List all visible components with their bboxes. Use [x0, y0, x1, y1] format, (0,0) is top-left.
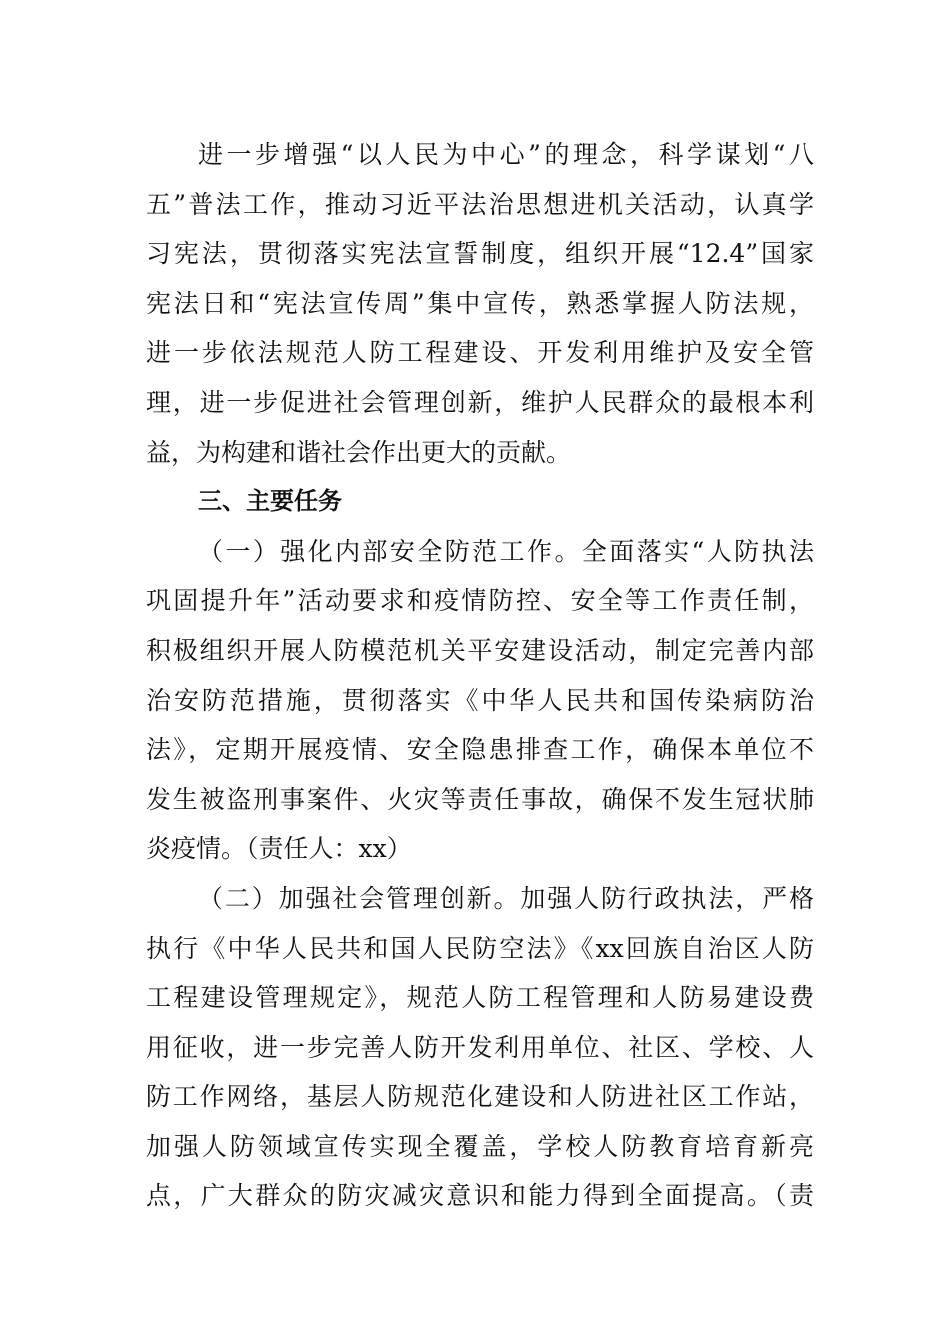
paragraph-line: 五”普法工作，推动习近平法治思想进机关活动，认真学	[146, 189, 814, 219]
paragraph-line: 积极组织开展人防模范机关平安建设活动，制定完善内部	[146, 635, 814, 665]
section-heading: 三、主要任务	[198, 487, 342, 516]
paragraph-2	[146, 527, 814, 874]
paragraph-line: 习宪法，贯彻落实宪法宣誓制度，组织开展“12.4”国家	[146, 239, 814, 269]
paragraph-line: 进一步增强“以人民为中心”的理念，科学谋划“八	[198, 140, 814, 169]
paragraph-line: 炎疫情。（责任人：xx）	[146, 834, 412, 864]
paragraph-line: 治安防范措施，贯彻落实《中华人民共和国传染病防治	[146, 685, 814, 715]
paragraph-line: （二）加强社会管理创新。加强人防行政执法，严格	[198, 883, 814, 913]
paragraph-line: 理，进一步促进社会管理创新，维护人民群众的最根本利	[146, 387, 814, 417]
paragraph-line: 用征收，进一步完善人防开发利用单位、社区、学校、人	[146, 1032, 814, 1062]
paragraph-line: 加强人防领域宣传实现全覆盖，学校人防教育培育新亮	[146, 1131, 814, 1161]
document-body	[146, 130, 814, 1221]
paragraph-line: （一）强化内部安全防范工作。全面落实“人防执法	[198, 536, 814, 566]
paragraph-1	[146, 130, 814, 477]
paragraph-line: 法》，定期开展疫情、安全隐患排查工作，确保本单位不	[146, 735, 814, 765]
paragraph-3	[146, 874, 814, 1221]
paragraph-line: 执行《中华人民共和国人民防空法》《xx回族自治区人防	[146, 933, 814, 963]
paragraph-line: 发生被盗刑事案件、火灾等责任事故，确保不发生冠状肺	[146, 784, 814, 814]
paragraph-line: 防工作网络，基层人防规范化建设和人防进社区工作站，	[146, 1082, 814, 1112]
paragraph-line: 益，为构建和谐社会作出更大的贡献。	[146, 437, 572, 467]
paragraph-line: 进一步依法规范人防工程建设、开发利用维护及安全管	[146, 338, 814, 368]
paragraph-line: 宪法日和“宪法宣传周”集中宣传，熟悉掌握人防法规，	[146, 288, 814, 318]
paragraph-line: 巩固提升年”活动要求和疫情防控、安全等工作责任制，	[146, 586, 814, 616]
paragraph-line: 工程建设管理规定》，规范人防工程管理和人防易建设费	[146, 983, 814, 1013]
paragraph-line: 点，广大群众的防灾减灾意识和能力得到全面提高。（责	[146, 1181, 814, 1211]
